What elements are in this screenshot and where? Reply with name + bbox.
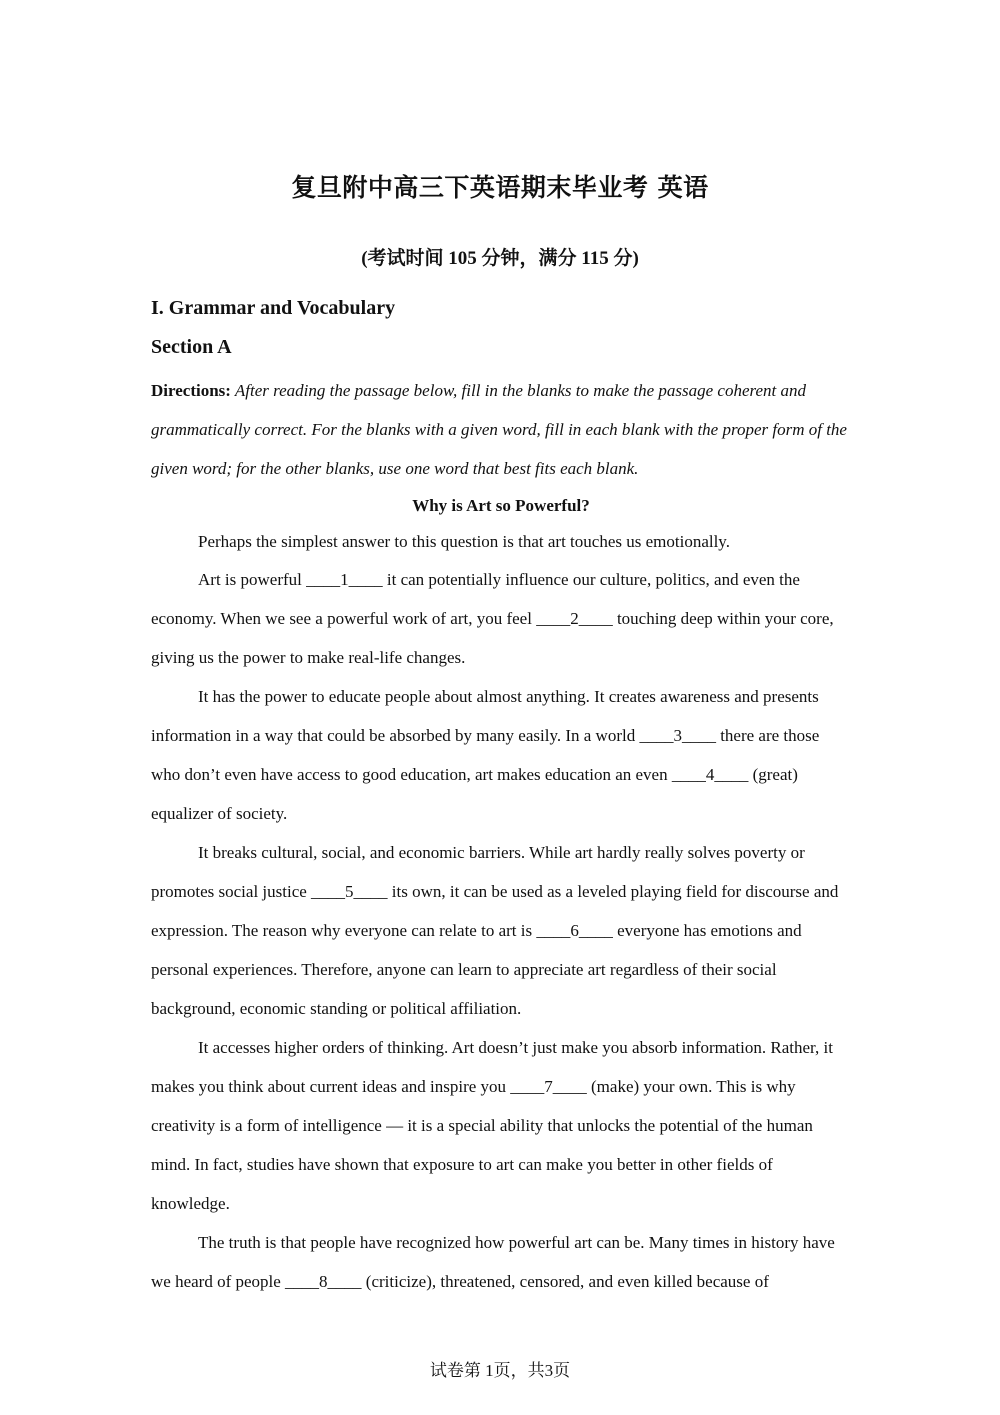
section-content xyxy=(151,371,851,1301)
directions-label: Directions: xyxy=(151,381,231,400)
exam-title: 复旦附中高三下英语期末毕业考 英语 xyxy=(291,173,709,202)
page-footer: 试卷第 1页，共3页 xyxy=(429,1361,571,1380)
passage-paragraph: Art is powerful ____1____ it can potentially influence our culture, politics, and even the economy. When we see a powerful work of art, you feel ____2____ touching deep within your core, giving us the power to make real-life changes. xyxy=(151,570,834,667)
passage-paragraph: Perhaps the simplest answer to this question is that art touches us emotionally. xyxy=(198,532,730,551)
section-heading: Section A xyxy=(151,336,232,358)
passage-paragraph: It breaks cultural, social, and economic barriers. While art hardly really solves poverty or promotes social justice ____5____ its own, it can be used as a leveled playing field for discourse and expression. The reason why everyone can relate to art is ____6____ everyone has emotions and personal experiences. Therefore, anyone can learn to appreciate art regardless of their social background, economic standing or political affiliation. xyxy=(151,843,839,1018)
directions-text: After reading the passage below, fill in the blanks to make the passage coherent and grammatically correct. For the blanks with a given word, fill in each blank with the proper form of the given word; for the other blanks, use one word that best fits each blank. xyxy=(151,381,847,478)
passage-paragraph: It has the power to educate people about almost anything. It creates awareness and presents information in a way that could be absorbed by many easily. In a world ____3____ there are those who don’t even have access to good education, art makes education an even ____4____ (great) equalizer of society. xyxy=(151,687,820,823)
exam-subtitle: (考试时间 105 分钟，满分 115 分) xyxy=(361,248,639,269)
passage-paragraph: The truth is that people have recognized how powerful art can be. Many times in history have we heard of people ____8____ (criticize), threatened, censored, and even killed because of xyxy=(151,1233,835,1291)
passage-title: Why is Art so Powerful? xyxy=(412,496,590,515)
directions xyxy=(151,371,851,488)
part-heading: I. Grammar and Vocabulary xyxy=(151,297,396,319)
passage-paragraph: It accesses higher orders of thinking. Art doesn’t just make you absorb information. Rather, it makes you think about current ideas and inspire you ____7____ (make) your own. This is why creativity is a form of intelligence — it is a special ability that unlocks the potential of the human mind. In fact, studies have shown that exposure to art can make you better in other fields of knowledge. xyxy=(151,1038,833,1213)
